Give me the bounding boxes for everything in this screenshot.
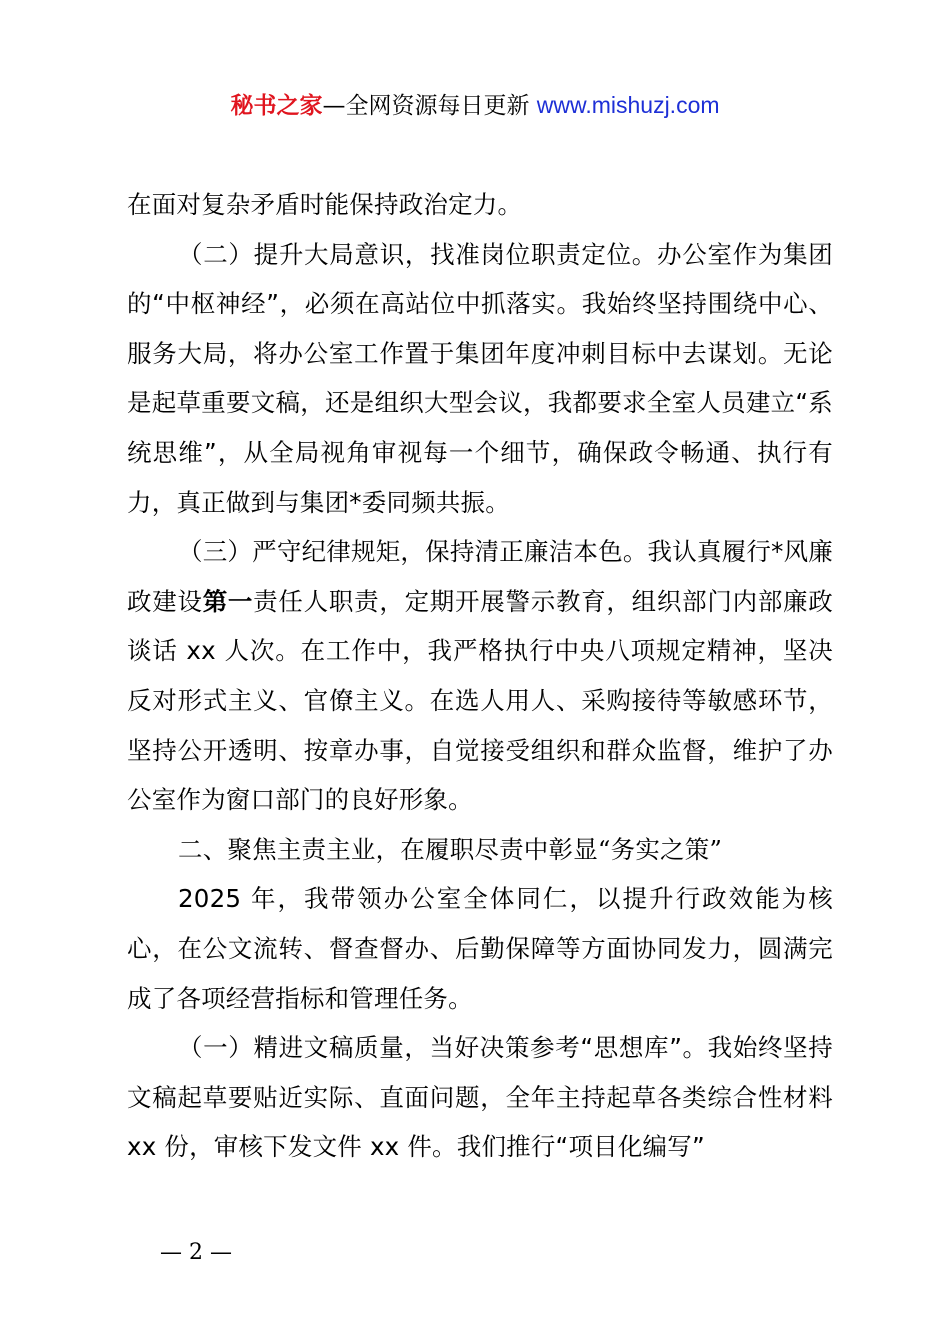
paragraph-discipline xyxy=(127,527,833,825)
paragraph-2025-summary: 2025 年，我带领办公室全体同仁，以提升行政效能为核心，在公文流转、督查督办、后勤保障等方面协同发力，圆满完成了各项经营指标和管理任务。 xyxy=(127,884,833,1013)
page-number: — 2 — xyxy=(160,1240,232,1265)
header-tagline: —全网资源每日更新 xyxy=(322,93,537,119)
brand-name: 秘书之家 xyxy=(230,93,323,119)
paragraph-continuation: 在面对复杂矛盾时能保持政治定力。 xyxy=(127,190,523,219)
paragraph-discipline-part-b: 责任人职责，定期开展警示教育，组织部门内部廉政谈话 xx 人次。在工作中，我严格执行中央八项规定精神，坚决反对形式主义、官僚主义。在选人用人、采购接待等敏感环节，坚持公开透明、按章办事，自觉接受组织和群众监督，维护了办公室作为窗口部门的良好形象。 xyxy=(127,586,833,815)
site-header xyxy=(0,88,950,123)
site-url-link[interactable]: www.mishuzj.com xyxy=(536,92,720,118)
paragraph-discipline-part-a: （三）严守纪律规矩，保持清正廉洁本色。我认真履行*风廉政建设 xyxy=(127,537,833,616)
document-body xyxy=(127,180,833,1172)
section-heading: 二、聚焦主责主业，在履职尽责中彰显“务实之策” xyxy=(178,834,723,864)
paragraph-document-quality: （一）精进文稿质量，当好决策参考“思想库”。我始终坚持文稿起草要贴近实际、直面问题，全年主持起草各类综合性材料 xx 份，审核下发文件 xx 件。我们推行“项目化编写” xyxy=(127,1033,833,1162)
paragraph-big-picture: （二）提升大局意识，找准岗位职责定位。办公室作为集团的“中枢神经”，必须在高站位中抓落实。我始终坚持围绕中心、服务大局，将办公室工作置于集团年度冲刺目标中去谋划。无论是起草重要文稿，还是组织大型会议，我都要求全室人员建立“系统思维”，从全局视角审视每一个细节，确保政令畅通、执行有力，真正做到与集团*委同频共振。 xyxy=(127,239,833,517)
bold-emphasis: 第一 xyxy=(202,586,254,616)
